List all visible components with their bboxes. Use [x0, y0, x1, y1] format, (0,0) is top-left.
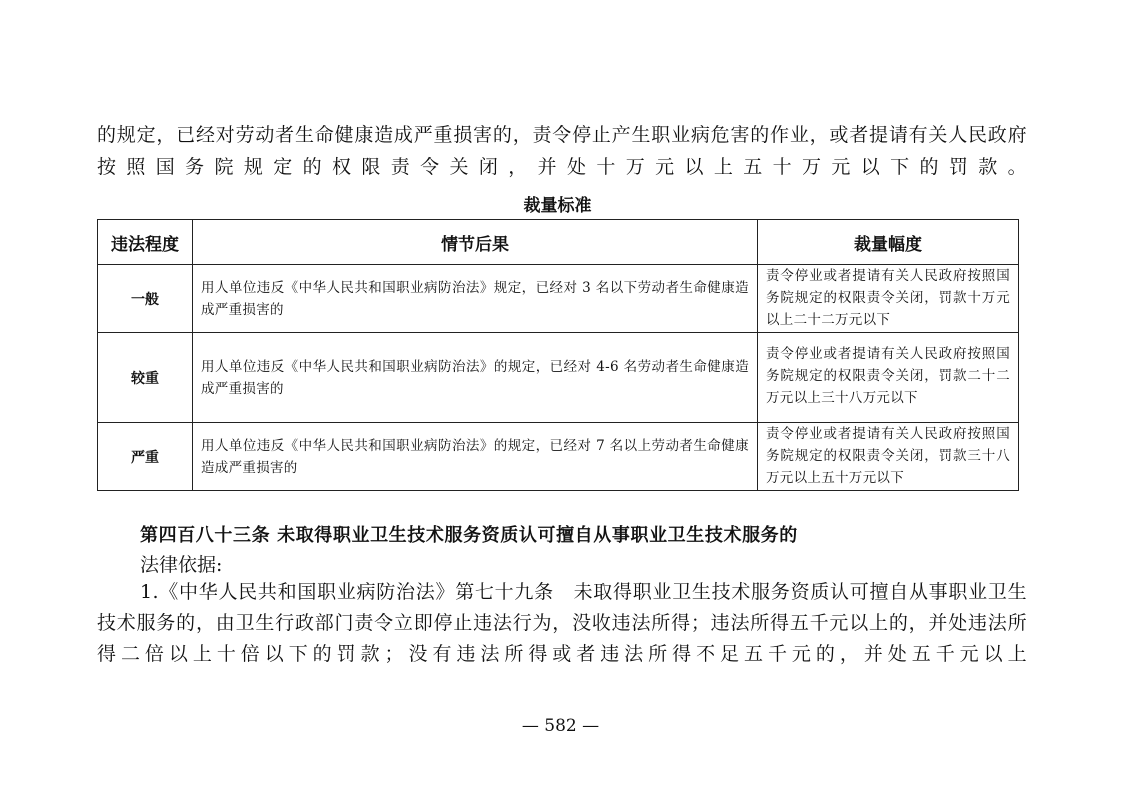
consequence-cell: 用人单位违反《中华人民共和国职业病防治法》的规定，已经对 4-6 名劳动者生命健康造成严重损害的	[193, 333, 758, 423]
discretion-standard-table	[97, 219, 1019, 491]
intro-paragraph: 的规定，已经对劳动者生命健康造成严重损害的，责令停止产生职业病危害的作业，或者提请有关人民政府按照国务院规定的权限责令关闭，并处十万元以上五十万元以下的罚款。	[97, 124, 1027, 178]
level-cell: 较重	[98, 333, 193, 423]
header-penalty-range: 裁量幅度	[758, 220, 1019, 265]
penalty-range-cell: 责令停业或者提请有关人民政府按照国务院规定的权限责令关闭，罚款三十八万元以上五十万元以下	[758, 423, 1019, 491]
header-violation-degree: 违法程度	[98, 220, 193, 265]
legal-basis-paragraph: 1.《中华人民共和国职业病防治法》第七十九条 未取得职业卫生技术服务资质认可擅自从事职业卫生技术服务的，由卫生行政部门责令立即停止违法行为，没收违法所得；违法所得五千元以上的，并处违法所得二倍以上十倍以下的罚款；没有违法所得或者违法所得不足五千元的，并处五千元以上	[97, 581, 1027, 665]
table-row	[98, 265, 1019, 333]
table-caption: 裁量标准	[523, 196, 592, 216]
page-number: — 582 —	[521, 716, 600, 736]
table-row	[98, 333, 1019, 423]
consequence-cell: 用人单位违反《中华人民共和国职业病防治法》的规定，已经对 7 名以上劳动者生命健康造成严重损害的	[193, 423, 758, 491]
level-cell: 一般	[98, 265, 193, 333]
table-row	[98, 423, 1019, 491]
legal-basis-label: 法律依据:	[140, 554, 223, 576]
penalty-range-cell: 责令停业或者提请有关人民政府按照国务院规定的权限责令关闭，罚款二十二万元以上三十八万元以下	[758, 333, 1019, 423]
header-consequence: 情节后果	[193, 220, 758, 265]
article-heading: 第四百八十三条 未取得职业卫生技术服务资质认可擅自从事职业卫生技术服务的	[140, 525, 798, 546]
penalty-range-cell: 责令停业或者提请有关人民政府按照国务院规定的权限责令关闭，罚款十万元以上二十二万元以下	[758, 265, 1019, 333]
consequence-cell: 用人单位违反《中华人民共和国职业病防治法》规定，已经对 3 名以下劳动者生命健康造成严重损害的	[193, 265, 758, 333]
table-header-row	[98, 220, 1019, 265]
level-cell: 严重	[98, 423, 193, 491]
